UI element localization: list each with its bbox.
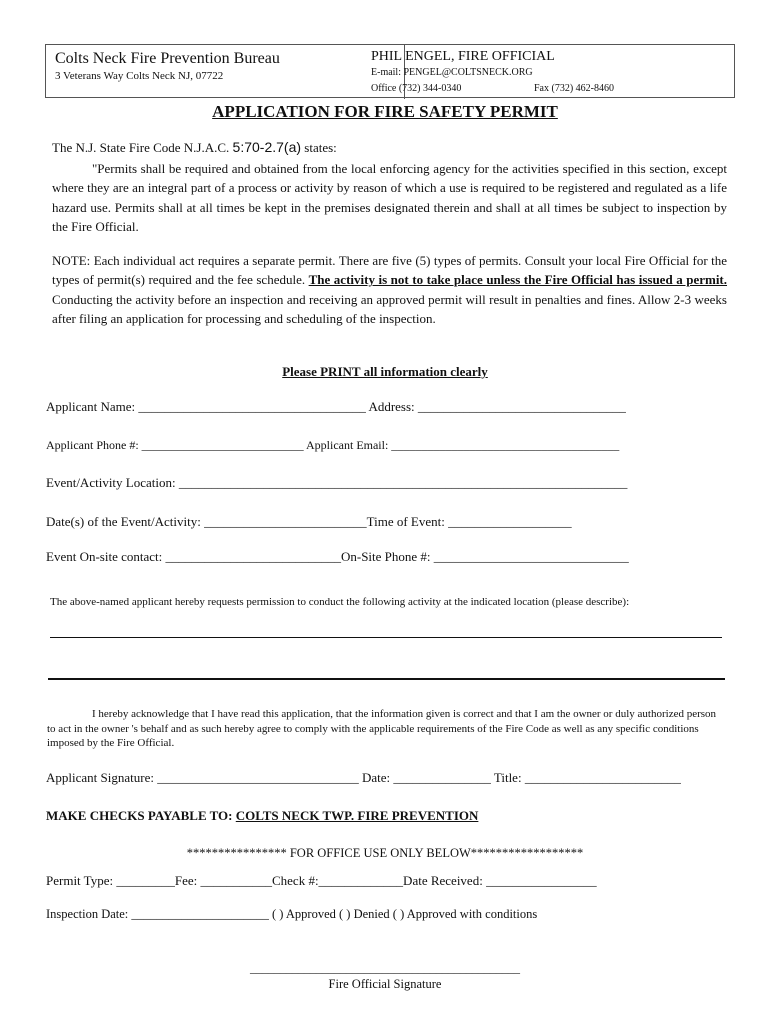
fax-number: Fax (732) 462-8460 — [534, 83, 614, 94]
bureau-name: Colts Neck Fire Prevention Bureau — [55, 50, 280, 67]
permit-fee-check-field[interactable]: Permit Type: _________Fee: ___________Check #:_____________Date Received: _________________ — [46, 873, 597, 888]
event-location-field[interactable]: Event/Activity Location: _____________________________________________________________________ — [46, 475, 628, 490]
fire-code-reference: 5:70-2.7(a) — [232, 139, 302, 155]
note-warning: The activity is not to take place unless the Fire Official has issued a permit. — [308, 272, 728, 288]
fire-official-name: PHIL ENGEL, FIRE OFFICIAL — [371, 49, 555, 64]
onsite-contact-field[interactable]: Event On-site contact: ___________________________On-Site Phone #: ______________________________ — [46, 549, 629, 564]
fire-code-intro — [52, 139, 337, 156]
fire-code-suffix: states: — [304, 140, 337, 155]
fire-official-signature-line[interactable]: _____________________________________________ — [250, 961, 520, 975]
page-title: APPLICATION FOR FIRE SAFETY PERMIT — [212, 102, 558, 121]
bureau-address: 3 Veterans Way Colts Neck NJ, 07722 — [55, 70, 224, 82]
print-heading: Please PRINT all information clearly — [282, 364, 488, 379]
activity-description-line-2[interactable] — [48, 678, 725, 680]
acknowledgement-text: I hereby acknowledge that I have read this application, that the information given is correct and that I am the owner or duly authorized person to act in the owner 's behalf and as such hereby agree to comply with the applicable requirements of the Fire Code as well as any specific conditions imposed by the Fire Official. — [47, 708, 717, 750]
permit-quote: "Permits shall be required and obtained from the local enforcing agency for the activities specified in this section, except where they are an integral part of a process or activity by reason of which a use is required to be registered and regulated as a life hazard use. Permits shall at all times be kept in the premises designated therein and shall at all times be subject to inspection by the Fire Official. — [52, 161, 727, 235]
office-use-heading: **************** FOR OFFICE USE ONLY BELOW****************** — [186, 846, 584, 860]
event-dates-time-field[interactable]: Date(s) of the Event/Activity: _________________________Time of Event: ___________________ — [46, 514, 572, 529]
note-text-2: Conducting the activity before an inspection and receiving an approved permit will result in penalties and fines. Allow 2-3 weeks after filing an application for processing and scheduling of the inspection. — [52, 291, 727, 327]
office-phone: Office (732) 344-0340 — [371, 83, 462, 94]
note-paragraph — [52, 251, 727, 329]
checks-payee: COLTS NECK TWP. FIRE PREVENTION — [235, 808, 479, 823]
applicant-signature-field[interactable]: Applicant Signature: _______________________________ Date: _______________ Title: ________________________ — [46, 770, 681, 785]
fire-official-signature-label: Fire Official Signature — [328, 977, 442, 991]
fire-code-prefix: The N.J. State Fire Code N.J.A.C. — [52, 140, 230, 155]
checks-payable — [46, 808, 478, 824]
official-email: E-mail: PENGEL@COLTSNECK.ORG — [371, 67, 533, 78]
activity-request-text: The above-named applicant hereby requests permission to conduct the following activity at the indicated location (please describe): — [50, 596, 630, 608]
note-text-1: NOTE: Each individual act requires a separate permit. There are five (5) types of permits. Consult your local Fire Official for the types of permit(s) required and the fee schedule. — [52, 253, 727, 288]
activity-description-line[interactable] — [50, 637, 722, 638]
applicant-name-address-field[interactable]: Applicant Name: ___________________________________ Address: ________________________________ — [46, 399, 626, 414]
applicant-phone-email-field[interactable]: Applicant Phone #: ___________________________ Applicant Email: ______________________________________ — [46, 438, 620, 452]
checks-label: MAKE CHECKS PAYABLE TO: — [46, 808, 236, 823]
inspection-status-field[interactable]: Inspection Date: ______________________ ( ) Approved ( ) Denied ( ) Approved with conditions — [46, 907, 538, 921]
